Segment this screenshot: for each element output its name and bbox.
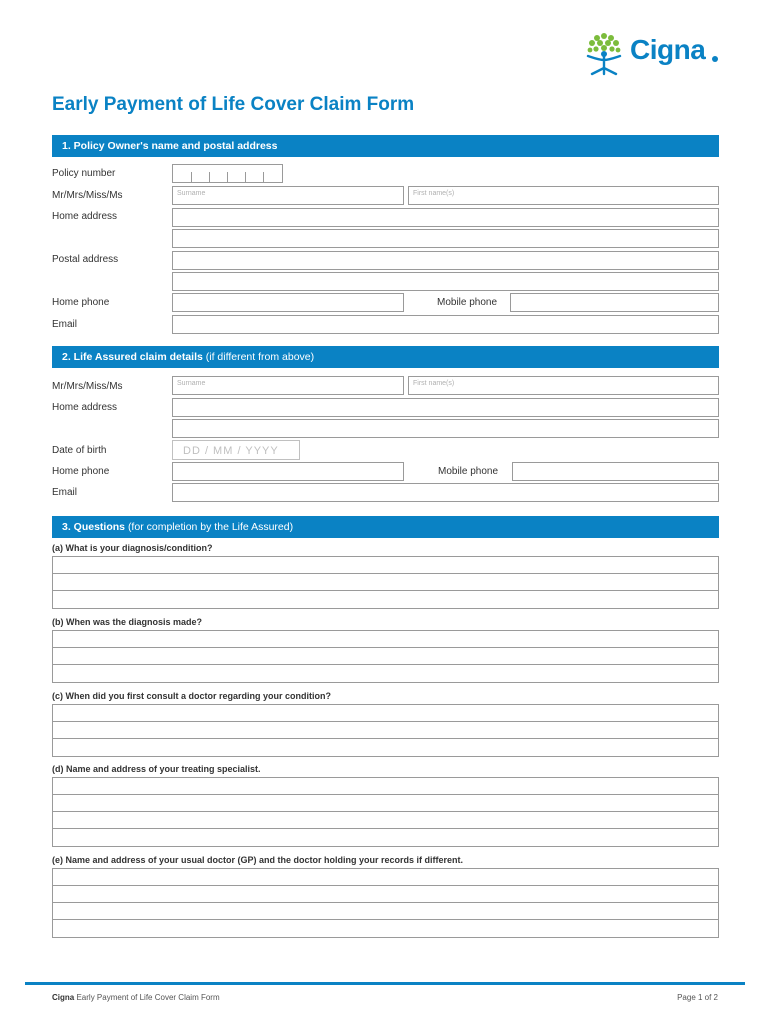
owner-mobile-phone-label: Mobile phone xyxy=(437,297,498,308)
registered-dot xyxy=(712,56,718,62)
assured-mobile-phone-input[interactable] xyxy=(512,462,719,481)
page-title: Early Payment of Life Cover Claim Form xyxy=(52,94,415,115)
section-1-heading: 1. Policy Owner's name and postal address xyxy=(52,135,719,157)
question-b: (b) When was the diagnosis made? xyxy=(52,617,203,627)
question-d: (d) Name and address of your treating specialist. xyxy=(52,764,261,774)
assured-email-input[interactable] xyxy=(172,483,719,502)
owner-surname-input[interactable]: Surname xyxy=(172,186,404,205)
section-2-heading: 2. Life Assured claim details (if different from above) xyxy=(52,346,719,368)
answer-d[interactable] xyxy=(52,777,719,847)
question-c: (c) When did you first consult a doctor regarding your condition? xyxy=(52,691,331,701)
assured-mobile-phone-label: Mobile phone xyxy=(438,466,499,477)
owner-mobile-phone-input[interactable] xyxy=(510,293,719,312)
question-e: (e) Name and address of your usual doctor (GP) and the doctor holding your records if different. xyxy=(52,855,464,865)
assured-email-label: Email xyxy=(52,487,78,498)
owner-home-phone-label: Home phone xyxy=(52,297,110,308)
section-3-heading: 3. Questions (for completion by the Life Assured) xyxy=(52,516,719,538)
answer-e[interactable] xyxy=(52,868,719,938)
owner-home-phone-input[interactable] xyxy=(172,293,404,312)
assured-first-name-input[interactable]: First name(s) xyxy=(408,376,719,395)
owner-home-address-line-1[interactable] xyxy=(172,208,719,227)
owner-home-address-label: Home address xyxy=(52,211,118,222)
owner-title-label: Mr/Mrs/Miss/Ms xyxy=(52,190,123,201)
assured-home-address-line-1[interactable] xyxy=(172,398,719,417)
answer-a[interactable] xyxy=(52,556,719,609)
footer-brand: Cigna xyxy=(52,993,75,1002)
cigna-logo xyxy=(582,30,722,76)
policy-number-input[interactable] xyxy=(172,164,283,183)
dob-label: Date of birth xyxy=(52,445,107,456)
footer-divider xyxy=(25,982,745,985)
dob-input[interactable]: DD / MM / YYYY xyxy=(172,440,300,460)
assured-surname-input[interactable]: Surname xyxy=(172,376,404,395)
owner-first-name-input[interactable]: First name(s) xyxy=(408,186,719,205)
answer-c[interactable] xyxy=(52,704,719,757)
footer-doc-title xyxy=(52,993,220,1002)
owner-postal-address-line-1[interactable] xyxy=(172,251,719,270)
assured-home-address-label: Home address xyxy=(52,402,118,413)
tree-of-life-icon xyxy=(582,30,626,76)
assured-home-phone-input[interactable] xyxy=(172,462,404,481)
question-a: (a) What is your diagnosis/condition? xyxy=(52,543,213,553)
assured-title-label: Mr/Mrs/Miss/Ms xyxy=(52,381,123,392)
answer-b[interactable] xyxy=(52,630,719,683)
assured-home-phone-label: Home phone xyxy=(52,466,110,477)
page-number: Page 1 of 2 xyxy=(677,993,718,1002)
assured-home-address-line-2[interactable] xyxy=(172,419,719,438)
owner-email-label: Email xyxy=(52,319,78,330)
owner-postal-address-line-2[interactable] xyxy=(172,272,719,291)
owner-postal-address-label: Postal address xyxy=(52,254,119,265)
brand-name: Cigna xyxy=(630,34,706,65)
footer-doc-name: Early Payment of Life Cover Claim Form xyxy=(76,993,220,1002)
owner-home-address-line-2[interactable] xyxy=(172,229,719,248)
policy-number-label: Policy number xyxy=(52,168,116,179)
owner-email-input[interactable] xyxy=(172,315,719,334)
